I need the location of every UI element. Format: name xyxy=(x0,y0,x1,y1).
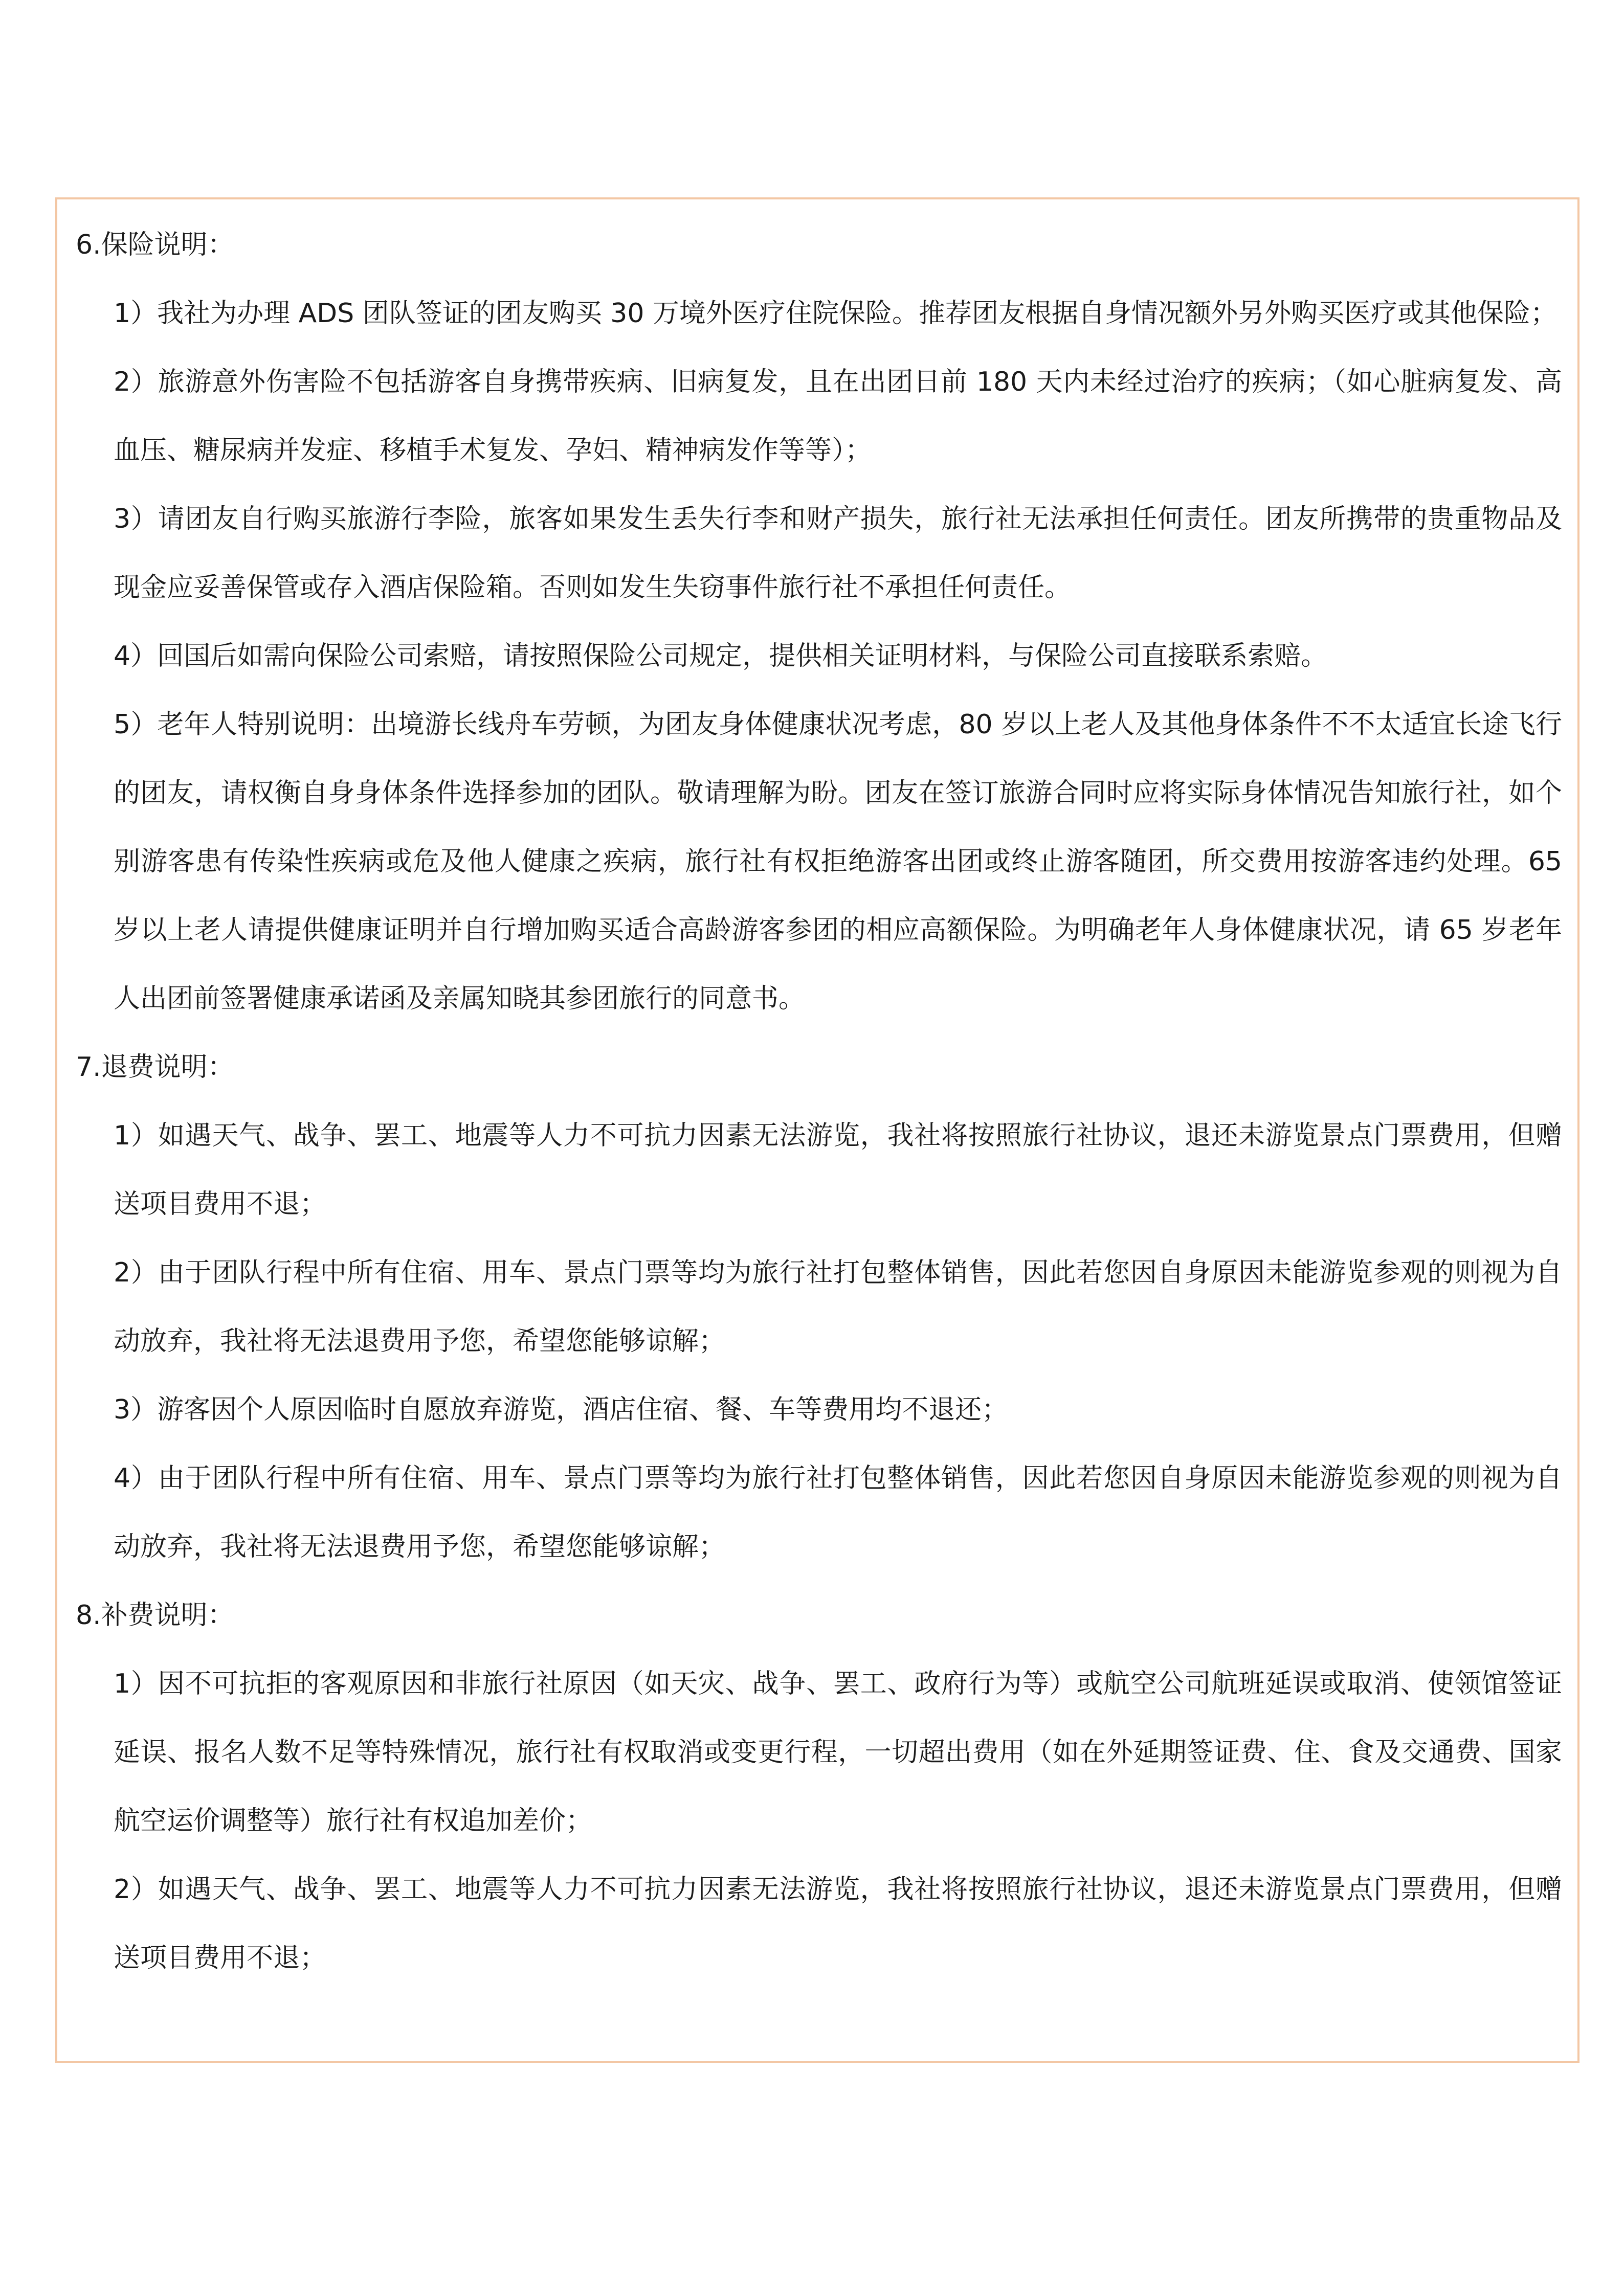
refund-item-4: 4）由于团队行程中所有住宿、用车、景点门票等均为旅行社打包整体销售，因此若您因自身原因未能游览参观的则视为自动放弃，我社将无法退费用予您，希望您能够谅解； xyxy=(114,1463,1562,1562)
insurance-item-4: 4）回国后如需向保险公司索赔，请按照保险公司规定，提供相关证明材料，与保险公司直接联系索赔。 xyxy=(114,641,1328,671)
refund-item-3: 3）游客因个人原因临时自愿放弃游览，酒店住宿、餐、车等费用均不退还； xyxy=(114,1394,1009,1425)
insurance-item-5: 5）老年人特别说明：出境游长线舟车劳顿，为团友身体健康状况考虑，80 岁以上老人及其他身体条件不不太适宜长途飞行的团友，请权衡自身身体条件选择参加的团队。敬请理解为盼。团友在签订旅游合同时应将实际身体情况告知旅行社，如个别游客患有传染性疾病或危及他人健康之疾病，旅行社有权拒绝游客出团或终止游客随团，所交费用按游客违约处理。65 岁以上老人请提供健康证明并自行增加购买适合高龄游客参团的相应高额保险。为明确老年人身体健康状况，请 65 岁老年人出团前签署健康承诺函及亲属知晓其参团旅行的同意书。 xyxy=(114,709,1562,1014)
document-body xyxy=(76,211,1562,1992)
section-heading-insurance: 6.保险说明： xyxy=(76,230,234,260)
insurance-item-1: 1）我社为办理 ADS 团队签证的团友购买 30 万境外医疗住院保险。推荐团友根据自身情况额外另外购买医疗或其他保险； xyxy=(114,298,1557,329)
insurance-item-2: 2）旅游意外伤害险不包括游客自身携带疾病、旧病复发，且在出团日前 180 天内未经过治疗的疾病；（如心脏病复发、高血压、糖尿病并发症、移植手术复发、孕妇、精神病发作等等）； xyxy=(114,367,1562,466)
content-frame xyxy=(55,197,1579,2063)
section-heading-surcharge: 8.补费说明： xyxy=(76,1600,234,1631)
refund-item-2: 2）由于团队行程中所有住宿、用车、景点门票等均为旅行社打包整体销售，因此若您因自身原因未能游览参观的则视为自动放弃，我社将无法退费用予您，希望您能够谅解； xyxy=(114,1257,1562,1357)
section-heading-refund: 7.退费说明： xyxy=(76,1052,234,1083)
surcharge-item-2: 2）如遇天气、战争、罢工、地震等人力不可抗力因素无法游览，我社将按照旅行社协议，退还未游览景点门票费用，但赠送项目费用不退； xyxy=(114,1874,1562,1973)
refund-item-1: 1）如遇天气、战争、罢工、地震等人力不可抗力因素无法游览，我社将按照旅行社协议，退还未游览景点门票费用，但赠送项目费用不退； xyxy=(114,1120,1562,1220)
insurance-item-3: 3）请团友自行购买旅游行李险，旅客如果发生丢失行李和财产损失，旅行社无法承担任何责任。团友所携带的贵重物品及现金应妥善保管或存入酒店保险箱。否则如发生失窃事件旅行社不承担任何责任。 xyxy=(114,504,1562,603)
surcharge-item-1: 1）因不可抗拒的客观原因和非旅行社原因（如天灾、战争、罢工、政府行为等）或航空公司航班延误或取消、使领馆签证延误、报名人数不足等特殊情况，旅行社有权取消或变更行程，一切超出费用（如在外延期签证费、住、食及交通费、国家航空运价调整等）旅行社有权追加差价； xyxy=(114,1669,1562,1836)
